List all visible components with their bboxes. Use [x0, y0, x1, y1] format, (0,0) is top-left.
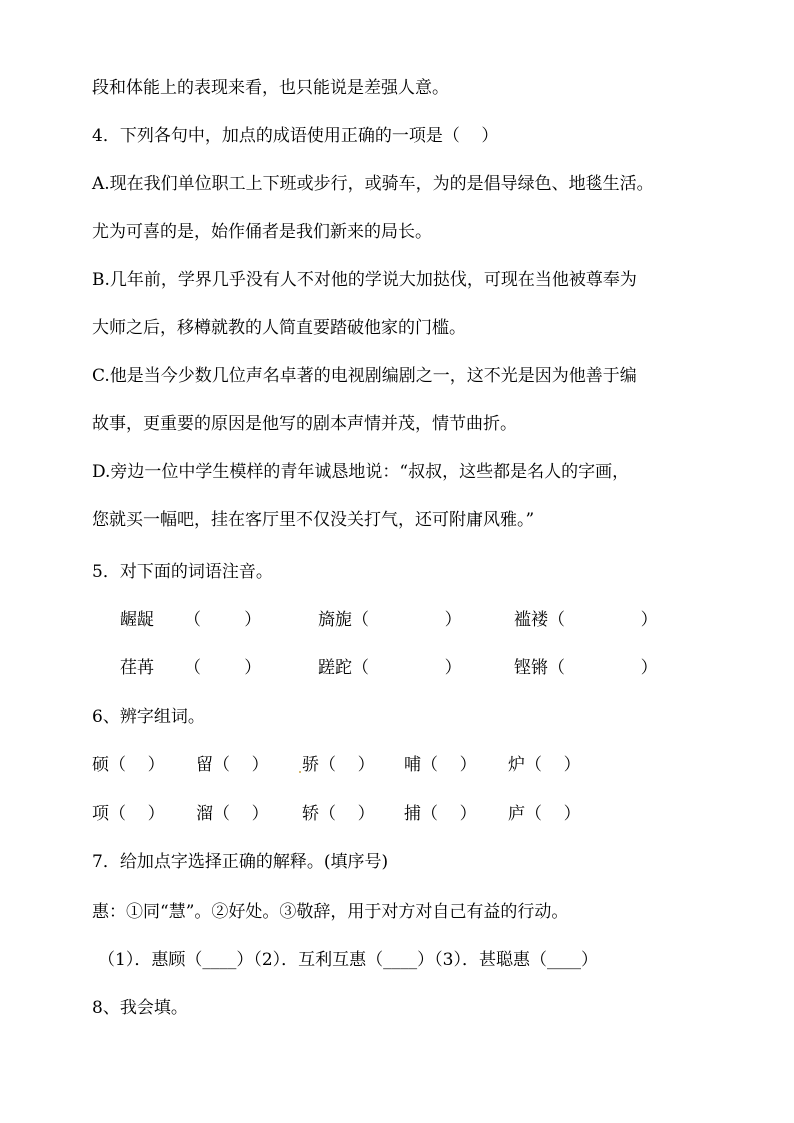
pinyin-blank[interactable]: （ ）: [548, 658, 658, 678]
pinyin-blank[interactable]: （ ）: [352, 610, 462, 630]
char-word-blank[interactable]: 骄（ ）: [302, 755, 375, 775]
q5-word: 蹉跎: [318, 658, 352, 678]
question-7-items[interactable]: （1）．惠顾（____）（2）．互利互惠（____）（3）．甚聪惠（____）: [98, 950, 598, 970]
question-4-title: 4．下列各句中，加点的成语使用正确的一项是（ ）: [92, 126, 499, 146]
char-word-blank[interactable]: 庐（ ）: [508, 804, 581, 824]
q5-word: 褴褛: [514, 610, 548, 630]
text-line-continuation: 段和体能上的表现来看，也只能说是差强人意。: [92, 78, 449, 98]
option-d-line-2: 您就买一幅吧，挂在客厅里不仅没关打气，还可附庸风雅。”: [92, 510, 535, 530]
pinyin-blank[interactable]: （ ）: [548, 610, 658, 630]
option-a-line-2: 尤为可喜的是，始作俑者是我们新来的局长。: [92, 222, 432, 242]
q5-word: 铿锵: [514, 658, 548, 678]
option-b-line-2: 大师之后，移樽就教的人简直要踏破他家的门槛。: [92, 318, 466, 338]
q5-word: 龌龊: [120, 610, 154, 630]
q5-word: 旖旎: [318, 610, 352, 630]
question-6-title: 6、辨字组词。: [92, 707, 205, 727]
option-c-line-2: 故事，更重要的原因是他写的剧本声情并茂，情节曲折。: [92, 414, 517, 434]
question-7-title: 7．给加点字选择正确的解释。(填序号): [92, 852, 389, 872]
option-d-line-1: D.旁边一位中学生模样的青年诚恳地说：“叔叔，这些都是名人的字画，: [92, 462, 630, 482]
char-word-blank[interactable]: 轿（ ）: [302, 804, 375, 824]
char-word-blank[interactable]: 硕（ ）: [92, 755, 165, 775]
option-c-line-1: C.他是当今少数几位声名卓著的电视剧编剧之一，这不光是因为他善于编: [92, 366, 637, 386]
char-word-blank[interactable]: 炉（ ）: [508, 755, 581, 775]
question-8-title: 8、我会填。: [92, 998, 188, 1018]
question-7-definition: 惠：①同“慧”。②好处。③敬辞，用于对方对自己有益的行动。: [92, 902, 569, 922]
pinyin-blank[interactable]: （ ）: [184, 658, 262, 678]
char-word-blank[interactable]: 留（ ）: [196, 755, 269, 775]
q5-word: 荏苒: [120, 658, 154, 678]
char-word-blank[interactable]: 项（ ）: [92, 804, 165, 824]
char-word-blank[interactable]: 哺（ ）: [404, 755, 477, 775]
char-word-blank[interactable]: 溜（ ）: [196, 804, 269, 824]
option-b-line-1: B.几年前，学界几乎没有人不对他的学说大加挞伐，可现在当他被尊奉为: [92, 270, 637, 290]
pinyin-blank[interactable]: （ ）: [184, 610, 262, 630]
option-a-line-1: A.现在我们单位职工上下班或步行，或骑车，为的是倡导绿色、地毯生活。: [92, 174, 654, 194]
pinyin-blank[interactable]: （ ）: [352, 658, 462, 678]
question-5-title: 5．对下面的词语注音。: [92, 562, 273, 582]
char-word-blank[interactable]: 捕（ ）: [404, 804, 477, 824]
emphasis-dot: [299, 771, 301, 773]
